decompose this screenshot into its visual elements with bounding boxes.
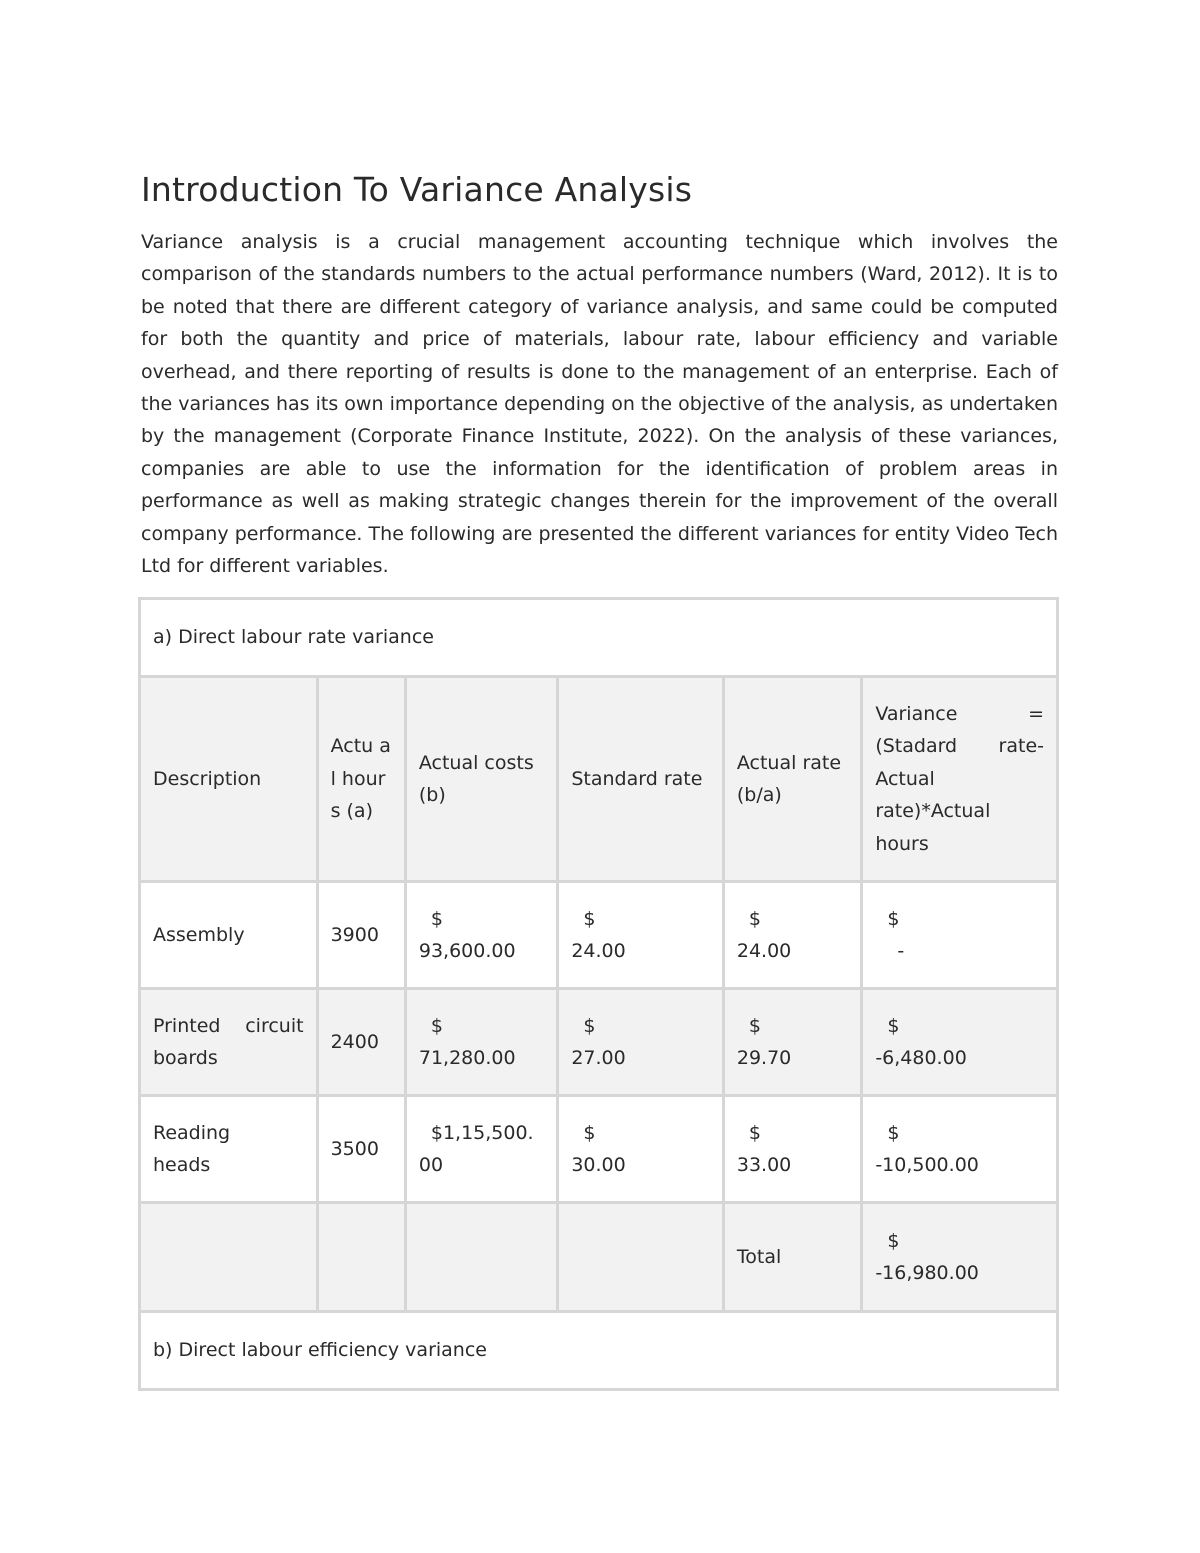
row-actual-cost [405, 1096, 557, 1203]
currency-symbol: $ [583, 1014, 596, 1037]
currency-symbol: $ [748, 907, 761, 930]
currency-symbol: $ [748, 1121, 761, 1144]
row-hours: 3900 [317, 882, 405, 989]
row-actual-rate [723, 1096, 861, 1203]
total-amount: -16,980.00 [875, 1262, 979, 1284]
amount: 27.00 [571, 1047, 626, 1069]
row-actual-cost [405, 882, 557, 989]
document-page [141, 168, 1058, 582]
section-b-row [140, 1312, 1058, 1390]
header-actual-rate: Actual rate (b/a) [723, 677, 861, 882]
currency-symbol: $ [887, 907, 900, 930]
table-row [140, 882, 1058, 989]
table-row [140, 989, 1058, 1096]
section-a-row [140, 599, 1058, 677]
amount: 29.70 [736, 1047, 792, 1069]
row-description: Reading heads [140, 1096, 318, 1203]
amount: 33.00 [736, 1154, 792, 1176]
row-actual-cost [405, 989, 557, 1096]
total-value-cell [862, 1203, 1058, 1312]
row-hours: 2400 [317, 989, 405, 1096]
amount: 24.00 [571, 940, 626, 962]
currency-symbol: $ [748, 1014, 761, 1037]
row-variance [862, 1096, 1058, 1203]
amount: -6,480.00 [875, 1047, 967, 1069]
section-a-heading: a) Direct labour rate variance [140, 599, 1058, 677]
variance-table [138, 597, 1059, 1391]
total-label: Total [723, 1203, 861, 1312]
amount: 71,280.00 [418, 1047, 516, 1069]
total-row [140, 1203, 1058, 1312]
amount: 24.00 [736, 940, 792, 962]
currency-symbol: $ [583, 1121, 596, 1144]
currency-symbol: $ [430, 907, 443, 930]
header-actual-hours [317, 677, 405, 882]
currency-symbol: $ [430, 1014, 443, 1037]
page-title: Introduction To Variance Analysis [141, 170, 693, 209]
section-b-heading: b) Direct labour efficiency variance [140, 1312, 1058, 1390]
row-variance [862, 882, 1058, 989]
row-standard-rate [558, 1096, 724, 1203]
row-standard-rate [558, 989, 724, 1096]
header-standard-rate: Standard rate [558, 677, 724, 882]
table-row [140, 1096, 1058, 1203]
currency-symbol: $ [887, 1229, 900, 1252]
intro-paragraph: Variance analysis is a crucial management accounting technique which involves the comparison of the standards numbers to the actual performance numbers (Ward, 2012). It is to be noted that there are different category of variance analysis, and same could be computed for both the quantity and price of materials, labour rate, labour efficiency and variable overhead, and there reporting of results is done to the management of an enterprise. Each of the variances has its own importance depending on the objective of the analysis, as undertaken by the management (Corporate Finance Institute, 2022). On the analysis of these variances, companies are able to use the information for the identification of problem areas in performance as well as making strategic changes therein for the improvement of the overall company performance. The following are presented the different variances for entity Video Tech Ltd for different variables. [141, 231, 1058, 578]
header-actual-costs: Actual costs (b) [405, 677, 557, 882]
amount: -10,500.00 [875, 1154, 979, 1176]
empty-cell [140, 1203, 318, 1312]
amount: - [897, 940, 905, 962]
empty-cell [317, 1203, 405, 1312]
header-actual-hours-text: Actu al hours (a) [330, 735, 391, 823]
row-variance [862, 989, 1058, 1096]
empty-cell [405, 1203, 557, 1312]
currency-symbol: $1,15,500. [430, 1121, 534, 1144]
amount: 00 [418, 1154, 444, 1176]
row-actual-rate [723, 882, 861, 989]
row-standard-rate [558, 882, 724, 989]
amount: 30.00 [571, 1154, 626, 1176]
currency-symbol: $ [583, 907, 596, 930]
amount: 93,600.00 [418, 940, 516, 962]
empty-cell [558, 1203, 724, 1312]
row-hours: 3500 [317, 1096, 405, 1203]
header-description: Description [140, 677, 318, 882]
table-header-row [140, 677, 1058, 882]
currency-symbol: $ [887, 1121, 900, 1144]
currency-symbol: $ [887, 1014, 900, 1037]
row-description: Assembly [140, 882, 318, 989]
row-description: Printed circuit boards [140, 989, 318, 1096]
header-variance: Variance = (Stadard rate- Actual rate)*Actual hours [862, 677, 1058, 882]
row-actual-rate [723, 989, 861, 1096]
